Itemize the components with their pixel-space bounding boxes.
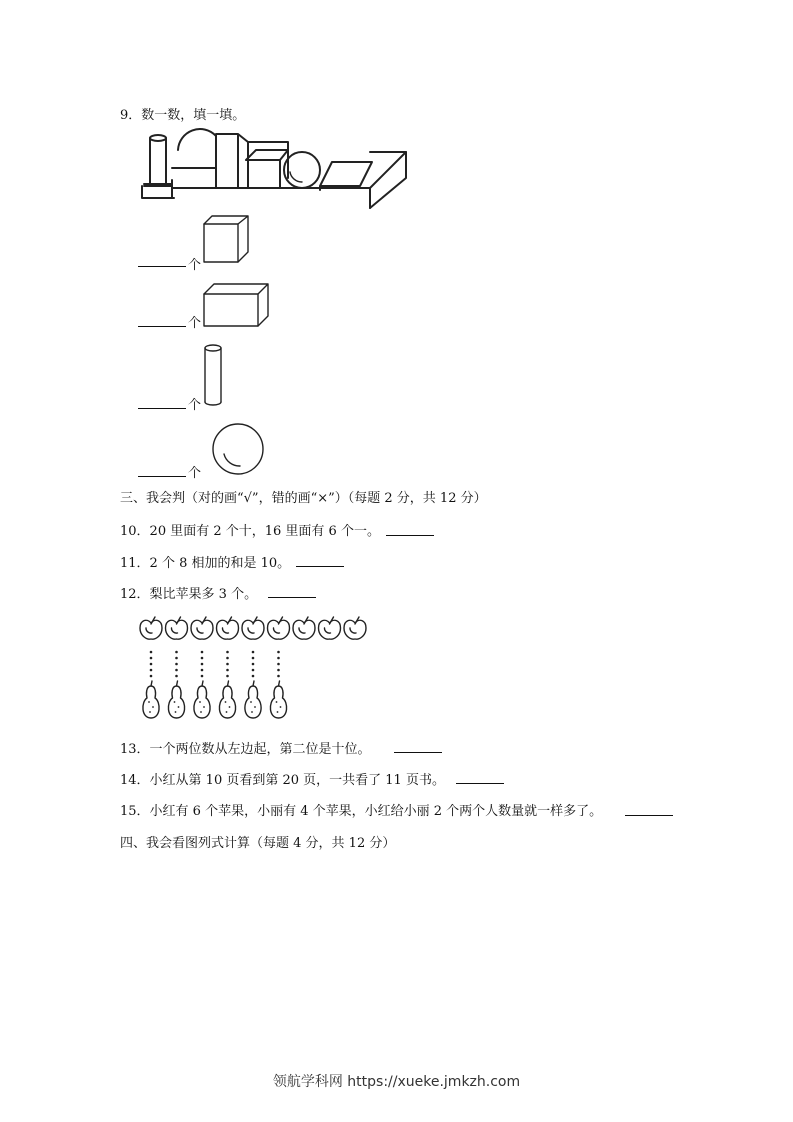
unit-label-cuboid: 个 (188, 316, 202, 331)
question-9-title: 9．数一数，填一填。 (120, 108, 246, 123)
shelf-scene-figure (138, 130, 410, 208)
question-13: 13．一个两位数从左边起，第二位是十位。 (120, 742, 371, 757)
unit-label-cylinder: 个 (188, 398, 202, 413)
question-10: 10．20 里面有 2 个十，16 里面有 6 个一。 (120, 524, 380, 539)
answer-blank-q13[interactable] (394, 752, 442, 753)
answer-blank-q14[interactable] (456, 783, 504, 784)
unit-label-sphere: 个 (188, 466, 202, 481)
answer-blank-q11[interactable] (296, 566, 344, 567)
footer-watermark: 领航学科网 https://xueke.jmkzh.com (272, 1074, 521, 1090)
apples-pears-figure (138, 616, 370, 722)
match-dots (226, 651, 229, 678)
cylinder-icon (202, 344, 226, 408)
apple-icon (344, 617, 366, 639)
apple-icon (293, 617, 315, 639)
match-dots (252, 651, 255, 678)
apple-icon (319, 617, 341, 639)
pear-icon (168, 681, 184, 718)
section-3-title: 三、我会判（对的画“√”，错的画“×”）（每题 2 分，共 12 分） (120, 491, 487, 506)
question-15: 15．小红有 6 个苹果，小丽有 4 个苹果，小红给小丽 2 个两个人数量就一样多了。 (120, 804, 603, 819)
question-12: 12．梨比苹果多 3 个。 (120, 587, 258, 602)
apple-icon (191, 617, 213, 639)
cube-icon (202, 214, 252, 264)
apple-icon (242, 617, 264, 639)
match-dots (277, 651, 280, 678)
cuboid-icon (202, 282, 270, 328)
apple-icon (268, 617, 290, 639)
unit-label-cube: 个 (188, 258, 202, 273)
sphere-icon (210, 422, 266, 476)
answer-blank-q10[interactable] (386, 535, 434, 536)
answer-blank-cylinder[interactable] (138, 408, 186, 409)
match-dots (150, 651, 153, 678)
pear-icon (143, 681, 159, 718)
apple-icon (140, 617, 162, 639)
answer-blank-sphere[interactable] (138, 476, 186, 477)
pear-icon (219, 681, 235, 718)
answer-blank-cuboid[interactable] (138, 326, 186, 327)
question-11: 11．2 个 8 相加的和是 10。 (120, 556, 291, 571)
pear-icon (194, 681, 210, 718)
apple-icon (217, 617, 239, 639)
section-4-title: 四、我会看图列式计算（每题 4 分，共 12 分） (120, 836, 396, 851)
match-dots (201, 651, 204, 678)
answer-blank-cube[interactable] (138, 266, 186, 267)
answer-blank-q12[interactable] (268, 597, 316, 598)
question-14: 14．小红从第 10 页看到第 20 页，一共看了 11 页书。 (120, 773, 445, 788)
pear-icon (270, 681, 286, 718)
apple-icon (166, 617, 188, 639)
pear-icon (245, 681, 261, 718)
answer-blank-q15[interactable] (625, 815, 673, 816)
match-dots (175, 651, 178, 678)
